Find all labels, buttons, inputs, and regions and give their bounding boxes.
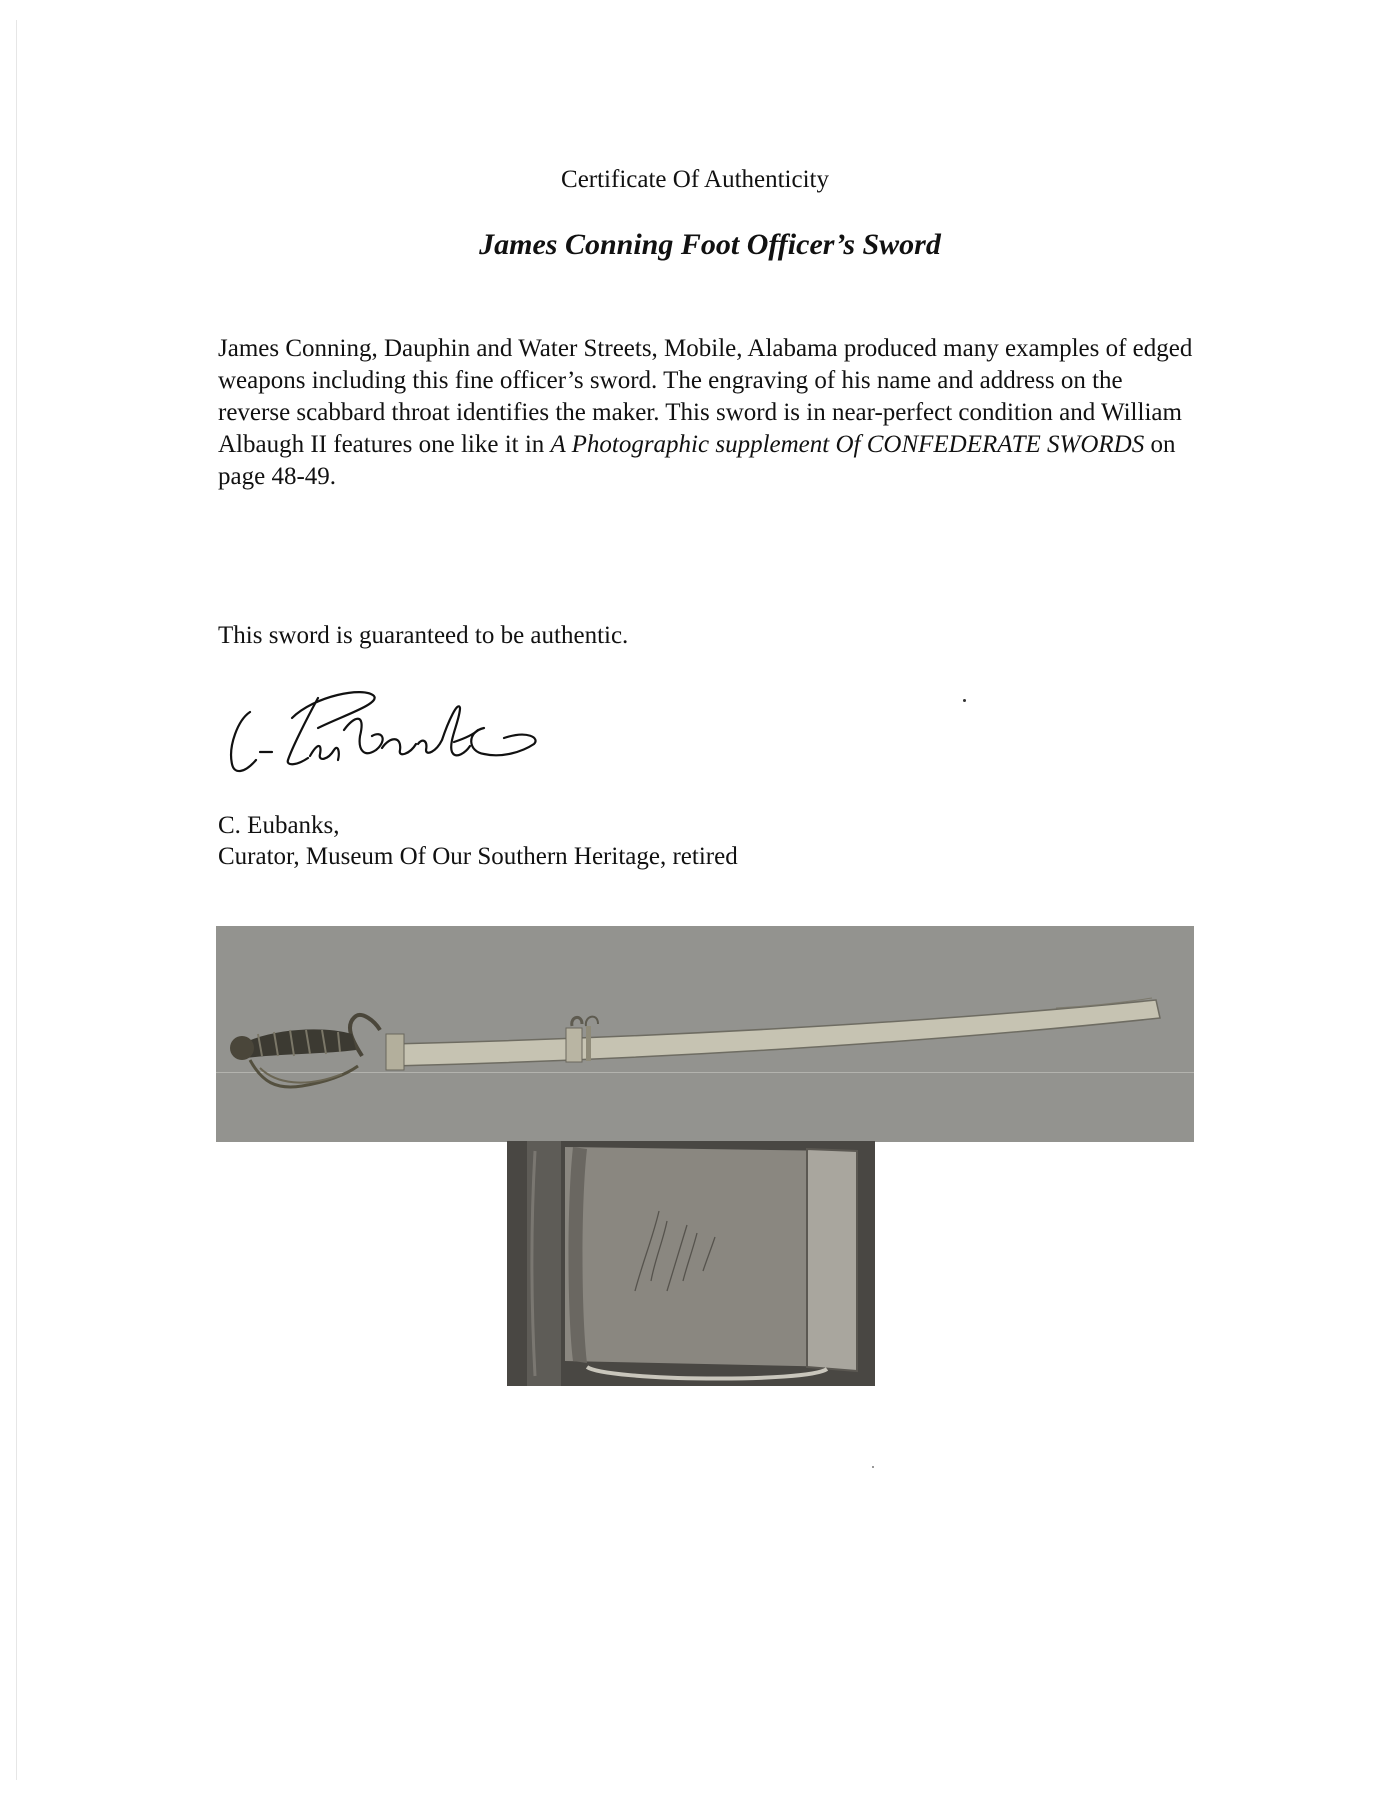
scan-speck bbox=[963, 699, 966, 702]
scan-speck bbox=[872, 1466, 874, 1468]
handwritten-signature bbox=[222, 660, 582, 780]
sword-photo bbox=[216, 926, 1194, 1142]
certificate-title: James Conning Foot Officer’s Sword bbox=[479, 228, 941, 261]
body-text-end: on page 48-49. bbox=[218, 431, 1176, 490]
signatory-position: Curator, Museum Of Our Southern Heritage, retired bbox=[218, 843, 738, 870]
signatory-name: C. Eubanks, bbox=[218, 812, 340, 839]
guarantee-statement: This sword is guaranteed to be authentic. bbox=[218, 622, 629, 649]
scabbard-throat-photo bbox=[507, 1141, 875, 1386]
body-text: James Conning, Dauphin and Water Streets, Mobile, Alabama produced many examples of edged weapons including this fine officer’s sword. The engraving of his name and address on the reverse scabbard throat identifies the maker. This sword is in near-perfect condition and William Albaugh II features one like it in bbox=[218, 335, 1193, 458]
signatory bbox=[218, 810, 738, 872]
certificate-heading: Certificate Of Authenticity bbox=[561, 166, 829, 193]
book-title: A Photographic supplement Of CONFEDERATE SWORDS bbox=[550, 431, 1145, 458]
scan-edge bbox=[16, 20, 17, 1780]
certificate-body bbox=[218, 333, 1198, 493]
